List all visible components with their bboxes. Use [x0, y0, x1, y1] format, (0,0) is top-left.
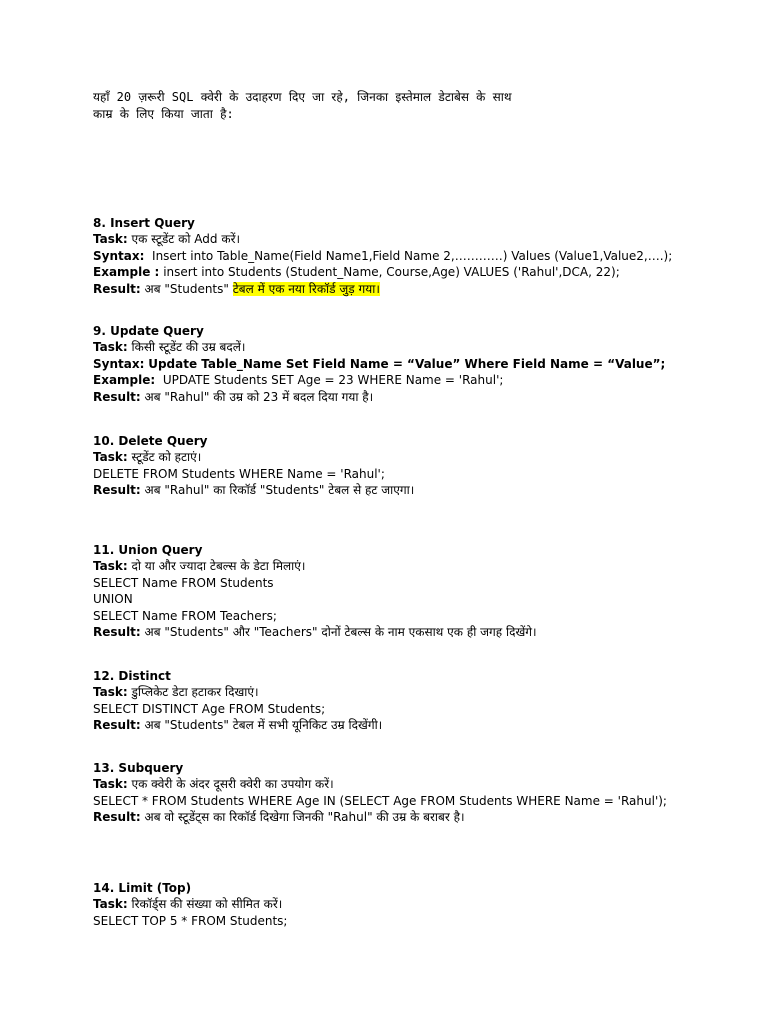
union-heading: 11. Union Query [93, 543, 203, 557]
delete-query-section [93, 433, 733, 499]
union-sql-line-1: SELECT Name FROM Students [93, 575, 274, 590]
update-example [93, 372, 733, 388]
insert-heading: 8. Insert Query [93, 216, 195, 230]
union-task [93, 558, 733, 574]
limit-task [93, 896, 733, 912]
example-label: Example : [93, 265, 160, 280]
subquery-sql: SELECT * FROM Students WHERE Age IN (SELECT Age FROM Students WHERE Name = 'Rahul'); [93, 793, 667, 808]
subquery-result-text: अब वो स्टूडेंट्स का रिकॉर्ड दिखेगा जिनकी "Rahul" की उम्र के बराबर है। [144, 810, 465, 825]
insert-syntax [93, 248, 733, 264]
insert-example-text: insert into Students (Student_Name, Course,Age) VALUES ('Rahul',DCA, 22); [163, 265, 620, 280]
update-syntax [93, 356, 733, 372]
union-result [93, 624, 733, 640]
insert-result [93, 281, 733, 297]
subquery-result [93, 809, 733, 825]
update-task-text: किसी स्टूडेंट की उम्र बदलें। [131, 340, 246, 355]
update-result [93, 389, 733, 405]
result-label: Result: [93, 625, 141, 640]
intro-line-2: काम्र के लिए किया जाता है: [93, 107, 234, 121]
subquery-task-text: एक क्वेरी के अंदर दूसरी क्वेरी का उपयोग करें। [131, 777, 334, 792]
task-label: Task: [93, 685, 128, 700]
insert-result-text: अब "Students" [144, 281, 229, 296]
distinct-heading: 12. Distinct [93, 669, 171, 683]
delete-result-text: अब "Rahul" का रिकॉर्ड "Students" टेबल से हट जाएगा। [144, 483, 415, 498]
insert-result-highlight: टेबल में एक नया रिकॉर्ड जुड़ गया। [232, 281, 380, 296]
union-task-text: दो या और ज्यादा टेबल्स के डेटा मिलाएं। [131, 559, 306, 574]
limit-task-text: रिकॉर्ड्स की संख्या को सीमित करें। [131, 897, 283, 912]
task-label: Task: [93, 897, 128, 912]
distinct-result-text: अब "Students" टेबल में सभी यूनिकिट उम्र दिखेंगी। [144, 718, 383, 733]
task-label: Task: [93, 559, 128, 574]
syntax-label: Syntax: [93, 248, 145, 263]
distinct-sql: SELECT DISTINCT Age FROM Students; [93, 701, 326, 716]
task-label: Task: [93, 777, 128, 792]
subquery-heading: 13. Subquery [93, 761, 184, 775]
subquery-section [93, 760, 733, 826]
result-label: Result: [93, 483, 141, 498]
task-label: Task: [93, 232, 128, 247]
subquery-task [93, 776, 733, 792]
task-label: Task: [93, 340, 128, 355]
union-sql-line-3: SELECT Name FROM Teachers; [93, 608, 277, 623]
delete-heading: 10. Delete Query [93, 434, 208, 448]
delete-task [93, 449, 733, 465]
syntax-label: Syntax: [93, 356, 145, 371]
delete-task-text: स्टूडेंट को हटाएं। [131, 450, 202, 465]
distinct-section [93, 668, 733, 734]
distinct-task-text: डुप्लिकेट डेटा हटाकर दिखाएं। [131, 685, 259, 700]
union-result-text: अब "Students" और "Teachers" दोनों टेबल्स के नाम एकसाथ एक ही जगह दिखेंगे। [144, 625, 537, 640]
task-label: Task: [93, 450, 128, 465]
insert-query-section [93, 215, 733, 297]
insert-example [93, 264, 733, 280]
delete-sql: DELETE FROM Students WHERE Name = 'Rahul'; [93, 466, 385, 481]
insert-task-text: एक स्टूडेंट को Add करें। [131, 232, 241, 247]
limit-section [93, 880, 733, 929]
intro-paragraph [93, 89, 693, 123]
update-example-text: UPDATE Students SET Age = 23 WHERE Name = 'Rahul'; [162, 373, 504, 388]
distinct-task [93, 684, 733, 700]
result-label: Result: [93, 718, 141, 733]
example-label: Example: [93, 373, 156, 388]
result-label: Result: [93, 281, 141, 296]
limit-sql: SELECT TOP 5 * FROM Students; [93, 913, 288, 928]
limit-heading: 14. Limit (Top) [93, 881, 192, 895]
result-label: Result: [93, 389, 141, 404]
intro-line-1: यहाँ 20 ज़रूरी SQL क्वेरी के उदाहरण दिए जा रहे, जिनका इस्तेमाल डेटाबेस के साथ [93, 90, 512, 104]
update-query-section [93, 323, 733, 405]
insert-syntax-text: Insert into Table_Name(Field Name1,Field Name 2,…………) Values (Value1,Value2,….); [152, 248, 673, 263]
update-syntax-text: Update Table_Name Set Field Name = “Value” Where Field Name = “Value”; [148, 356, 666, 371]
union-query-section [93, 542, 733, 640]
distinct-result [93, 717, 733, 733]
update-result-text: अब "Rahul" की उम्र को 23 में बदल दिया गया है। [144, 389, 374, 404]
insert-task [93, 231, 733, 247]
update-task [93, 339, 733, 355]
result-label: Result: [93, 810, 141, 825]
delete-result [93, 482, 733, 498]
union-sql-line-2: UNION [93, 592, 133, 607]
update-heading: 9. Update Query [93, 324, 204, 338]
